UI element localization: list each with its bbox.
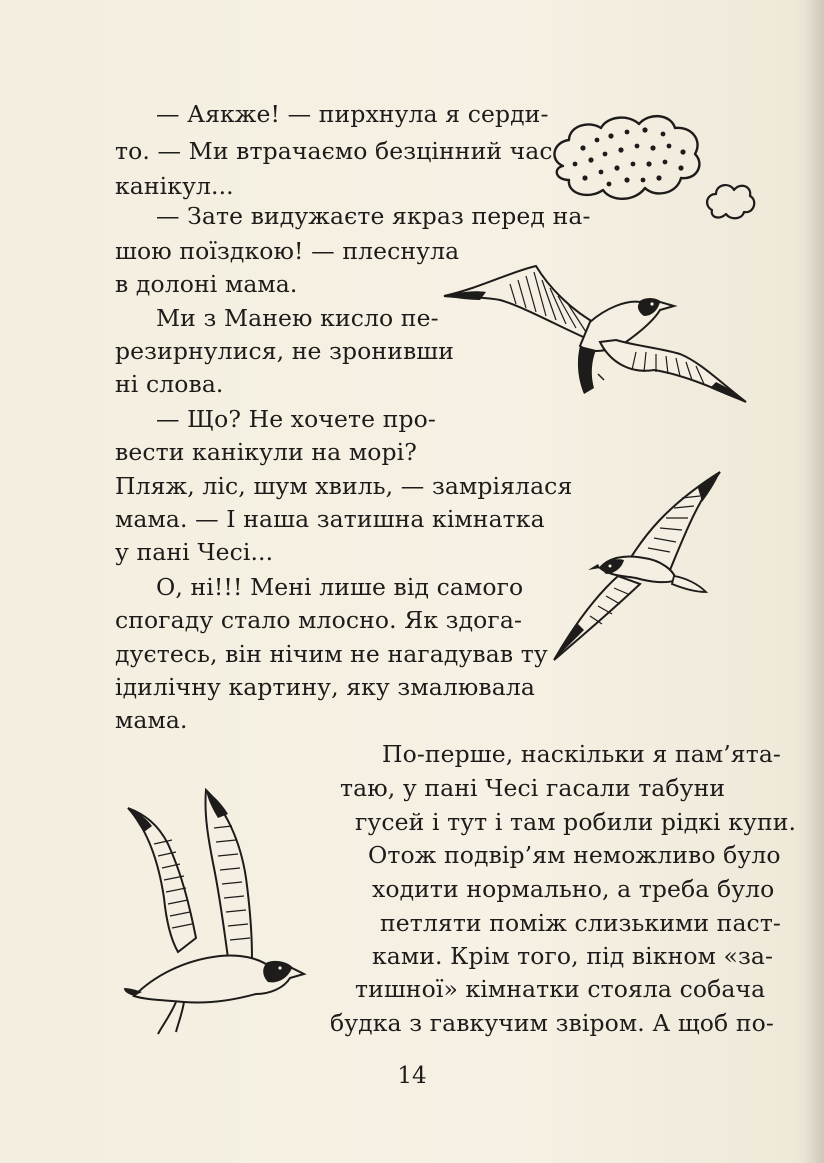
- text-line: О, ні!!! Мені лише від самого: [156, 573, 524, 601]
- text-line: По-перше, наскільки я пам’ята-: [382, 740, 781, 768]
- text-line: — Що? Не хочете про-: [156, 405, 436, 433]
- text-line: мама.: [115, 706, 188, 734]
- text-line: ідилічну картину, яку змалювала: [115, 673, 536, 701]
- text-line: таю, у пані Чесі гасали табуни: [340, 774, 726, 802]
- page-number: 14: [397, 1063, 427, 1089]
- text-line: — Аякже! — пирхнула я серди-: [156, 100, 549, 128]
- text-line: ками. Крім того, під вікном «за-: [372, 942, 774, 970]
- text-line: шою поїздкою! — плеснула: [115, 237, 460, 265]
- text-line: ні слова.: [115, 370, 224, 398]
- text-line: тишної» кімнатки стояла собача: [355, 975, 766, 1003]
- seagull-icon: [548, 466, 723, 666]
- seagull-icon: [440, 262, 750, 410]
- text-line: дуєтесь, він нічим не нагадував ту: [115, 640, 548, 668]
- text-line: ходити нормально, а треба було: [372, 875, 775, 903]
- text-line: спогаду стало млосно. Як здога-: [115, 606, 522, 634]
- text-line: канікул...: [115, 172, 234, 200]
- page-edge-shadow: [804, 0, 824, 1163]
- seagull-icon: [124, 788, 309, 1038]
- text-line: будка з гавкучим звіром. А щоб по-: [330, 1009, 774, 1037]
- text-line: Отож подвір’ям неможливо було: [368, 841, 781, 869]
- text-line: вести канікули на морі?: [115, 438, 417, 466]
- text-line: резирнулися, не зронивши: [115, 337, 454, 365]
- text-line: в долоні мама.: [115, 270, 298, 298]
- text-line: — Зате видужаєте якраз перед на-: [156, 202, 591, 230]
- text-line: Ми з Манею кисло пе-: [156, 304, 439, 332]
- text-line: то. — Ми втрачаємо безцінний час: [115, 137, 553, 165]
- text-line: у пані Чесі...: [115, 538, 274, 566]
- text-line: гусей і тут і там робили рідкі купи.: [355, 808, 797, 836]
- cloud-icon: [545, 108, 705, 208]
- text-line: мама. — І наша затишна кімнатка: [115, 505, 545, 533]
- text-line: петляти поміж слизькими паст-: [380, 909, 781, 937]
- small-cloud-icon: [704, 180, 756, 222]
- text-line: Пляж, ліс, шум хвиль, — замріялася: [115, 472, 573, 500]
